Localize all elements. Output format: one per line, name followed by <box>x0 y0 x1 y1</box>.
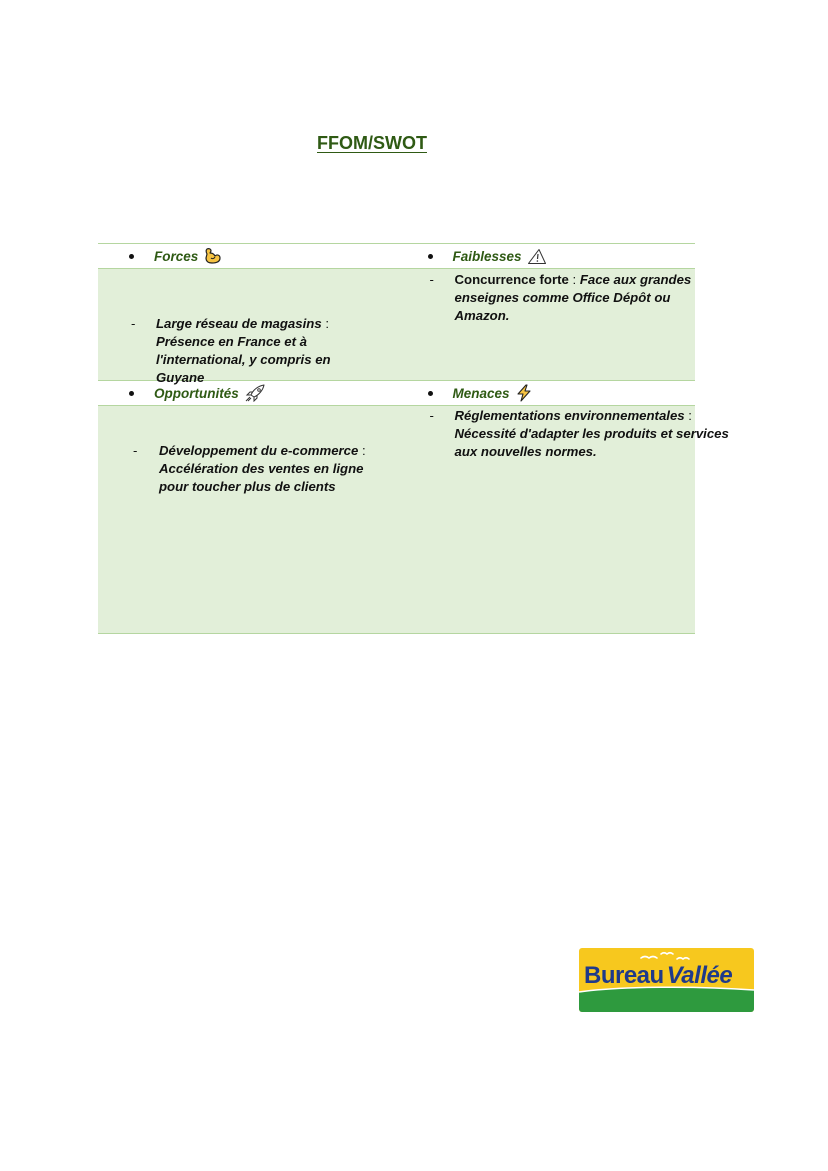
faiblesses-item <box>430 271 725 325</box>
opportunites-item-label: Développement du e-commerce <box>159 443 359 458</box>
menaces-label: Menaces <box>452 385 510 401</box>
swot-body-row-2 <box>98 406 729 634</box>
svg-text:BureauVallée <box>584 962 732 989</box>
swot-header-row-2 <box>98 380 695 406</box>
opportunites-label: Opportunités <box>154 385 239 401</box>
faiblesses-item-label: Concurrence forte <box>454 272 569 287</box>
opportunites-cell <box>98 406 397 633</box>
forces-item-separator: : <box>321 316 329 331</box>
forces-item-detail: Présence en France et à l'international, y compris en Guyane <box>156 334 331 385</box>
bureau-vallee-logo <box>579 948 754 1012</box>
forces-item <box>131 315 376 387</box>
faiblesses-cell <box>397 269 696 380</box>
dash-marker: - <box>131 316 136 331</box>
menaces-item <box>430 407 730 461</box>
bullet-icon <box>129 254 134 259</box>
swot-header-row-1 <box>98 243 695 269</box>
swot-body-row-1 <box>98 269 695 385</box>
faiblesses-item-separator: : <box>568 272 580 287</box>
faiblesses-item-detail: Face aux grandes enseignes comme Office Dépôt ou Amazon. <box>454 272 692 323</box>
dash-marker: - <box>133 443 138 458</box>
flexed-biceps-icon <box>203 247 223 265</box>
bullet-icon <box>428 254 433 259</box>
forces-label: Forces <box>154 248 199 264</box>
menaces-item-detail: Nécessité d'adapter les produits et services aux nouvelles normes. <box>454 426 729 459</box>
menaces-header <box>397 381 696 405</box>
bullet-icon <box>428 391 433 396</box>
opportunites-item <box>133 442 379 496</box>
swot-table <box>98 243 729 634</box>
bullet-icon <box>129 391 134 396</box>
forces-header <box>98 244 397 268</box>
forces-item-label: Large réseau de magasins <box>156 316 322 331</box>
rocket-icon <box>244 384 266 402</box>
faiblesses-label: Faiblesses <box>452 248 522 264</box>
menaces-item-separator: : <box>684 408 692 423</box>
logo-text-vallee: Vallée <box>666 962 733 989</box>
opportunites-item-separator: : <box>358 443 366 458</box>
lightning-bolt-icon <box>515 384 533 402</box>
forces-cell <box>98 269 397 385</box>
logo-text-bureau: Bureau <box>584 962 664 989</box>
menaces-item-label: Réglementations environnementales <box>454 408 685 423</box>
opportunites-header <box>98 381 397 405</box>
dash-marker: - <box>429 272 434 287</box>
opportunites-item-detail: Accélération des ventes en ligne pour toucher plus de clients <box>159 461 364 494</box>
warning-triangle-icon <box>527 248 547 265</box>
menaces-cell <box>397 406 729 633</box>
dash-marker: - <box>429 408 434 423</box>
page-title: FFOM/SWOT <box>317 133 427 153</box>
faiblesses-header <box>397 244 696 268</box>
